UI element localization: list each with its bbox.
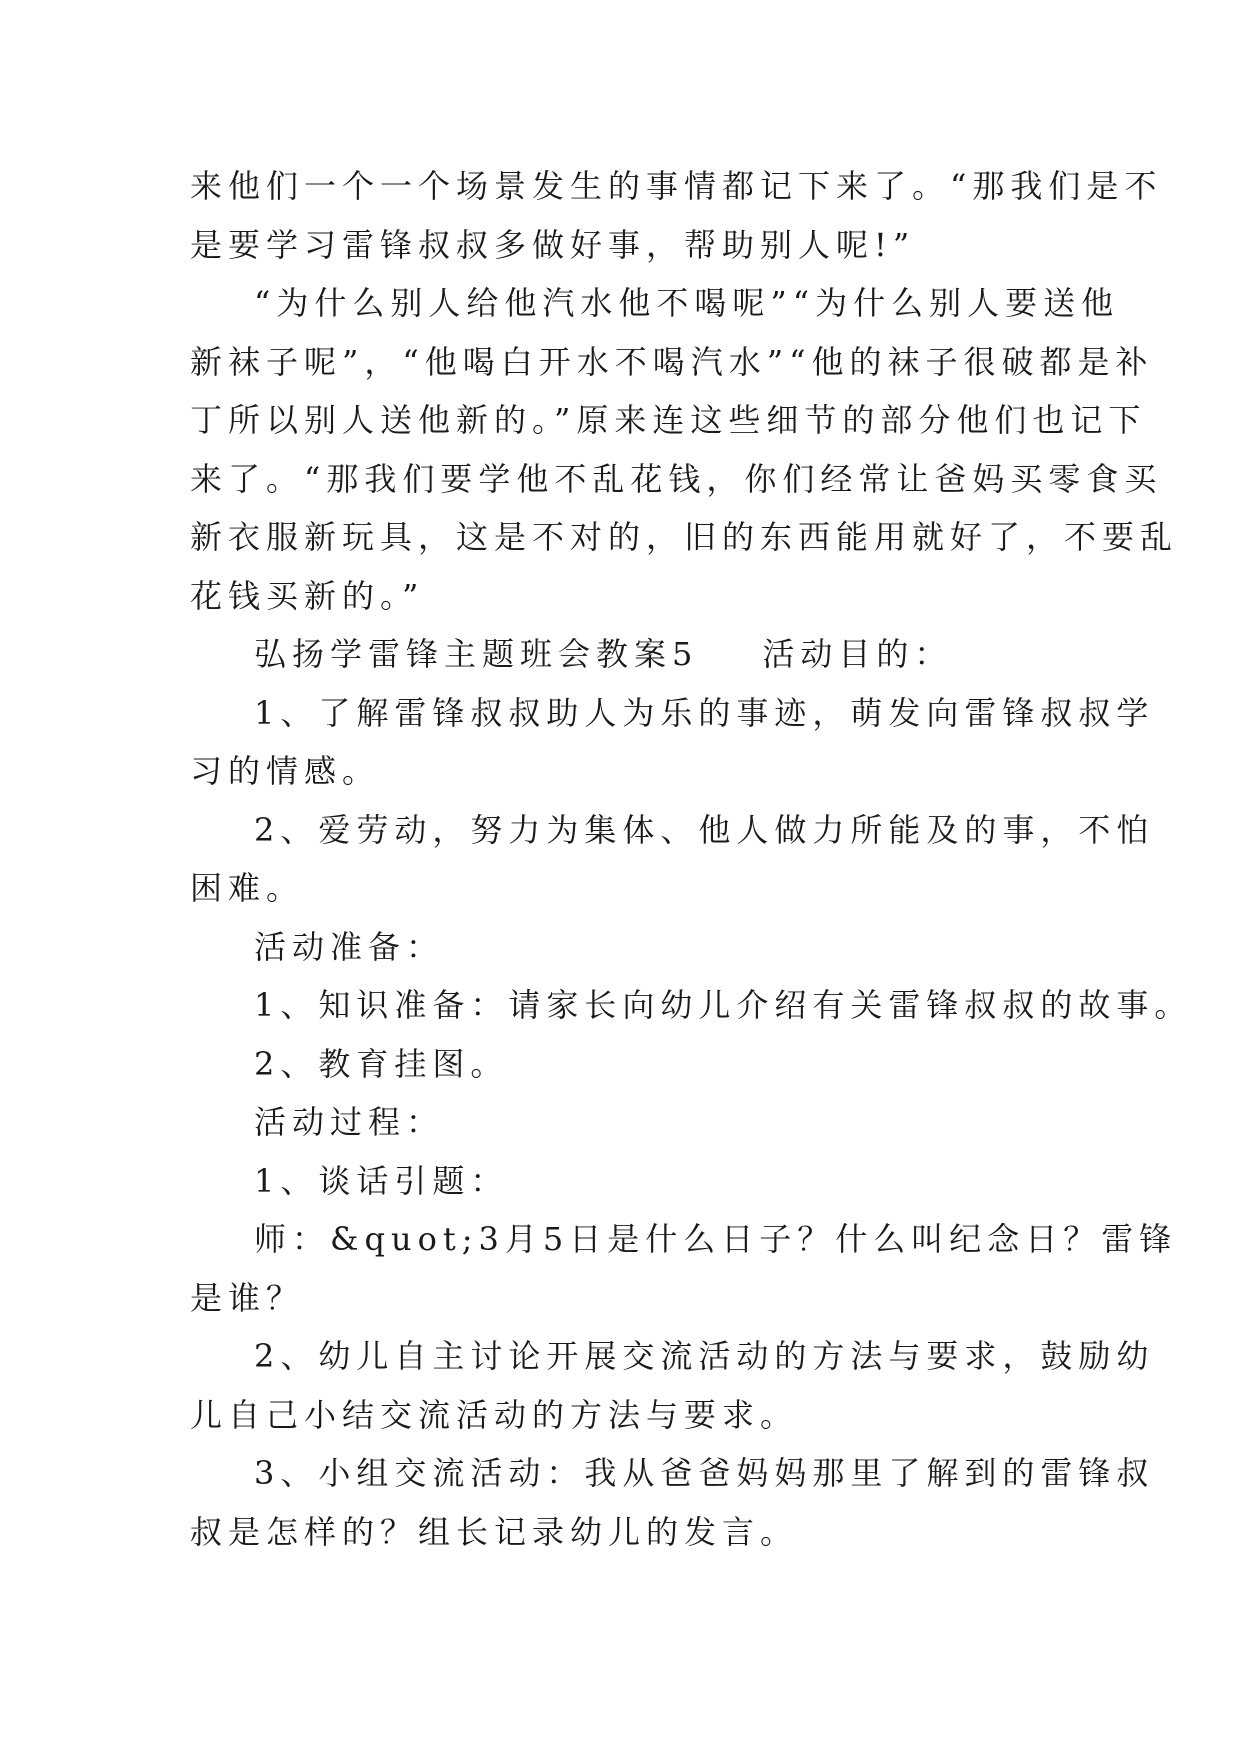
text-line: 1、谈话引题： <box>254 1161 509 1200</box>
text-line: 是要学习雷锋叔叔多做好事，帮助别人呢!” <box>190 225 916 264</box>
text-line: 来了。“那我们要学他不乱花钱，你们经常让爸妈买零食买 <box>190 459 1163 498</box>
text-line: 儿自己小结交流活动的方法与要求。 <box>190 1395 799 1434</box>
text-line: 活动过程： <box>254 1103 445 1141</box>
text-line: 2、爱劳动，努力为集体、他人做力所能及的事，不怕 <box>254 810 1155 849</box>
section-heading-line <box>190 625 1050 684</box>
text-line: 丁所以别人送他新的。”原来连这些细节的部分他们也记下 <box>190 401 1147 439</box>
section-subheading: 活动目的： <box>762 635 953 673</box>
text-line: 来他们一个一个场景发生的事情都记下来了。“那我们是不 <box>190 167 1163 205</box>
text-line: 是谁？ <box>190 1278 305 1317</box>
section-title: 弘扬学雷锋主题班会教案5 <box>254 635 699 673</box>
text-line: 1、知识准备：请家长向幼儿介绍有关雷锋叔叔的故事。 <box>254 986 1193 1024</box>
text-line: “为什么别人给他汽水他不喝呢”“为什么别人要送他 <box>254 284 1120 322</box>
text-line: 习的情感。 <box>190 752 381 790</box>
text-line: 新衣服新玩具，这是不对的，旧的东西能用就好了，不要乱 <box>190 518 1179 556</box>
text-line: 困难。 <box>190 869 305 907</box>
text-line: 新袜子呢”，“他喝白开水不喝汽水”“他的袜子很破都是补 <box>190 342 1154 381</box>
text-line: 2、教育挂图。 <box>254 1044 509 1083</box>
text-line: 活动准备： <box>254 927 445 966</box>
text-line: 花钱买新的。” <box>190 576 425 615</box>
text-line: 3、小组交流活动：我从爸爸妈妈那里了解到的雷锋叔 <box>254 1454 1155 1492</box>
text-line: 1、了解雷锋叔叔助人为乐的事迹，萌发向雷锋叔叔学 <box>254 693 1155 732</box>
document-body <box>190 157 1193 1561</box>
text-line: 师：&quot;3月5日是什么日子？什么叫纪念日？雷锋 <box>254 1220 1178 1258</box>
text-line: 2、幼儿自主讨论开展交流活动的方法与要求，鼓励幼 <box>254 1337 1155 1375</box>
text-line: 叔是怎样的？组长记录幼儿的发言。 <box>190 1512 799 1551</box>
